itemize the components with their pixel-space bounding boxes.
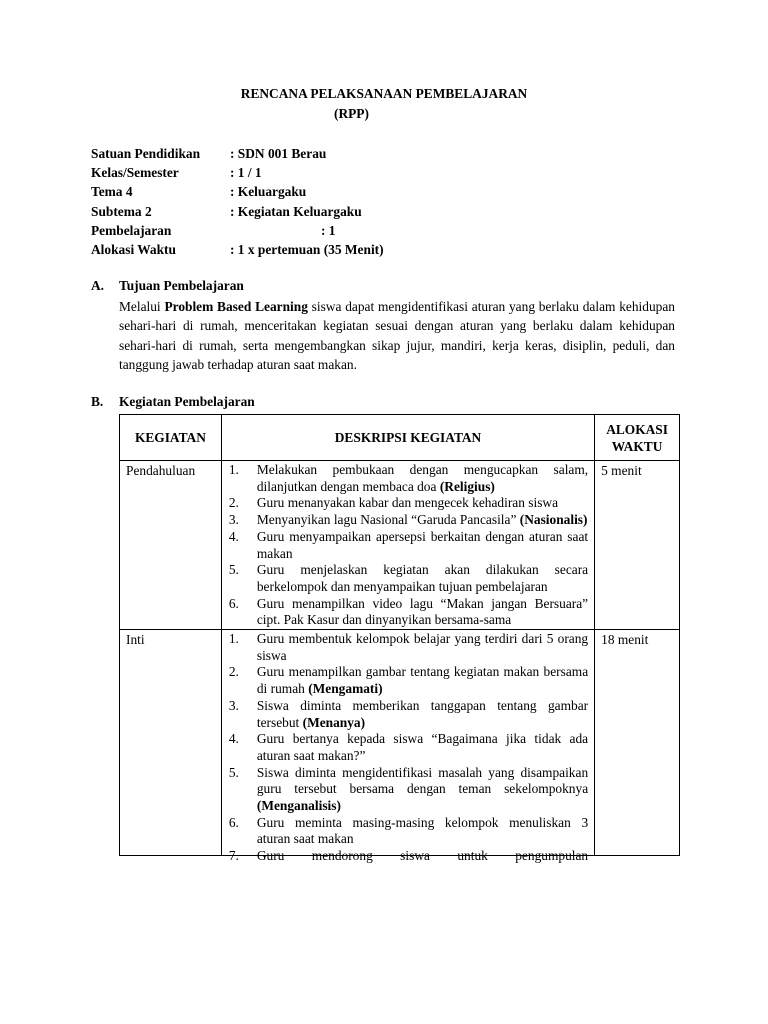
section-a-title: Tujuan Pembelajaran xyxy=(119,278,244,293)
document-title: RENCANA PELAKSANAAN PEMBELAJARAN xyxy=(240,86,528,101)
activity-number: 2. xyxy=(228,495,239,511)
info-label: Subtema 2 xyxy=(91,203,152,219)
activity-text: Guru mendorong siswa untuk pengumpulan xyxy=(256,848,589,864)
paragraph-text: Melalui xyxy=(119,299,165,314)
activity-number: 7. xyxy=(228,848,239,864)
activity-text: Melakukan pembukaan dengan mengucapkan salam, dilanjutkan dengan membaca doa xyxy=(256,462,589,494)
paragraph-text: siswa dapat mengidentifikasi aturan yang berlaku dalam kehidupan sehari-hari di rumah, menceritakan kegiatan sesuai dengan aturan yang berlaku dalam kehidupan sehari-hari di rumah, serta mengembangkan sikap jujur, mandiri, kerja keras, disiplin, peduli, dan tanggung jawab terhadap aturan saat makan. xyxy=(119,299,675,372)
info-value: : 1 / 1 xyxy=(230,165,262,181)
activity-value-tag: (Religius) xyxy=(439,478,495,494)
activity-item xyxy=(222,765,594,815)
activity-item xyxy=(222,815,594,848)
activity-number: 3. xyxy=(228,697,239,713)
activity-number: 1. xyxy=(228,631,239,647)
activity-value-tag: (Menganalisis) xyxy=(256,798,341,814)
table-header-row xyxy=(120,415,680,461)
activity-number: 4. xyxy=(228,731,239,747)
info-value: : 1 xyxy=(321,222,336,238)
table-row xyxy=(120,461,680,630)
cell-deskripsi xyxy=(221,630,594,864)
document-subtitle-text: (RPP) xyxy=(334,106,369,121)
activity-value-tag: (Nasionalis) xyxy=(519,512,588,528)
activity-item xyxy=(222,848,594,865)
activity-number: 1. xyxy=(228,462,239,477)
activity-item xyxy=(222,596,594,629)
activity-item xyxy=(222,462,594,495)
activity-item xyxy=(222,698,594,731)
activity-number: 4. xyxy=(228,528,239,544)
info-label: Satuan Pendidikan xyxy=(91,146,201,161)
activity-item xyxy=(222,562,594,595)
info-label: Kelas/Semester xyxy=(91,165,179,181)
activity-text: Siswa diminta memberikan tanggapan tentang gambar tersebut xyxy=(256,697,589,730)
activity-value-tag: (Mengamati) xyxy=(308,681,383,697)
activity-text: Guru menyampaikan apersepsi berkaitan dengan aturan saat makan xyxy=(256,528,589,561)
paragraph-bold-text: Problem Based Learning xyxy=(164,299,308,314)
waktu-label: 18 menit xyxy=(601,632,649,648)
activity-item xyxy=(222,631,594,664)
activity-item xyxy=(222,529,594,562)
section-b-letter: B. xyxy=(91,394,104,409)
info-value: : SDN 001 Berau xyxy=(230,146,327,161)
section-b-title: Kegiatan Pembelajaran xyxy=(119,394,255,409)
activity-value-tag: (Menanya) xyxy=(302,714,366,730)
activity-list xyxy=(222,631,594,865)
activity-item xyxy=(222,495,594,512)
activity-list-clip xyxy=(222,631,594,864)
info-label: Alokasi Waktu xyxy=(91,241,176,257)
section-a-letter: A. xyxy=(91,278,105,293)
section-a-paragraph xyxy=(119,297,675,374)
activity-text: Guru menampilkan gambar tentang kegiatan makan bersama di rumah xyxy=(256,664,589,697)
activity-text: Siswa diminta mengidentifikasi masalah yang disampaikan guru tersebut bersama dengan teman sekelompoknya xyxy=(256,764,589,797)
header-deskripsi: DESKRIPSI KEGIATAN xyxy=(221,415,594,461)
activity-text: Guru menjelaskan kegiatan akan dilakukan secara berkelompok dan menyampaikan tujuan pembelajaran xyxy=(256,562,589,594)
activity-text: Guru meminta masing-masing kelompok menuliskan 3 aturan saat makan xyxy=(256,814,589,847)
info-value: : Kegiatan Keluargaku xyxy=(230,203,362,219)
activity-list xyxy=(222,462,594,629)
cell-deskripsi xyxy=(221,461,594,630)
cell-kegiatan xyxy=(120,461,222,630)
activity-number: 3. xyxy=(228,512,239,528)
activity-item xyxy=(222,512,594,529)
activity-text: Menyanyikan lagu Nasional “Garuda Pancasila” xyxy=(256,512,520,528)
activity-text: Guru menanyakan kabar dan mengecek kehadiran siswa xyxy=(256,495,559,511)
cell-kegiatan xyxy=(120,630,222,856)
table-row xyxy=(120,630,680,856)
activity-number: 6. xyxy=(228,814,239,830)
header-alokasi: ALOKASI WAKTU xyxy=(595,415,680,461)
activity-number: 5. xyxy=(228,562,239,578)
info-value: : 1 x pertemuan (35 Menit) xyxy=(230,241,384,257)
activity-text: Guru menampilkan video lagu “Makan jangan Bersuara” cipt. Pak Kasur dan dinyanyikan bersama-sama xyxy=(256,595,589,628)
activity-item xyxy=(222,731,594,764)
header-kegiatan: KEGIATAN xyxy=(120,415,222,461)
cell-waktu xyxy=(595,461,680,630)
info-label: Pembelajaran xyxy=(91,222,172,238)
waktu-label: 5 menit xyxy=(601,463,642,478)
activity-text: Guru bertanya kepada siswa “Bagaimana jika tidak ada aturan saat makan?” xyxy=(256,731,589,763)
activity-number: 2. xyxy=(228,664,239,680)
activity-item xyxy=(222,664,594,697)
activity-number: 5. xyxy=(228,764,239,780)
activity-number: 6. xyxy=(228,595,239,611)
activity-table xyxy=(119,414,680,864)
cell-waktu xyxy=(595,630,680,856)
info-value: : Keluargaku xyxy=(230,184,307,200)
kegiatan-label: Pendahuluan xyxy=(126,463,196,478)
activity-text: Guru membentuk kelompok belajar yang terdiri dari 5 orang siswa xyxy=(256,631,589,663)
kegiatan-label: Inti xyxy=(126,632,145,648)
info-label: Tema 4 xyxy=(91,184,133,200)
